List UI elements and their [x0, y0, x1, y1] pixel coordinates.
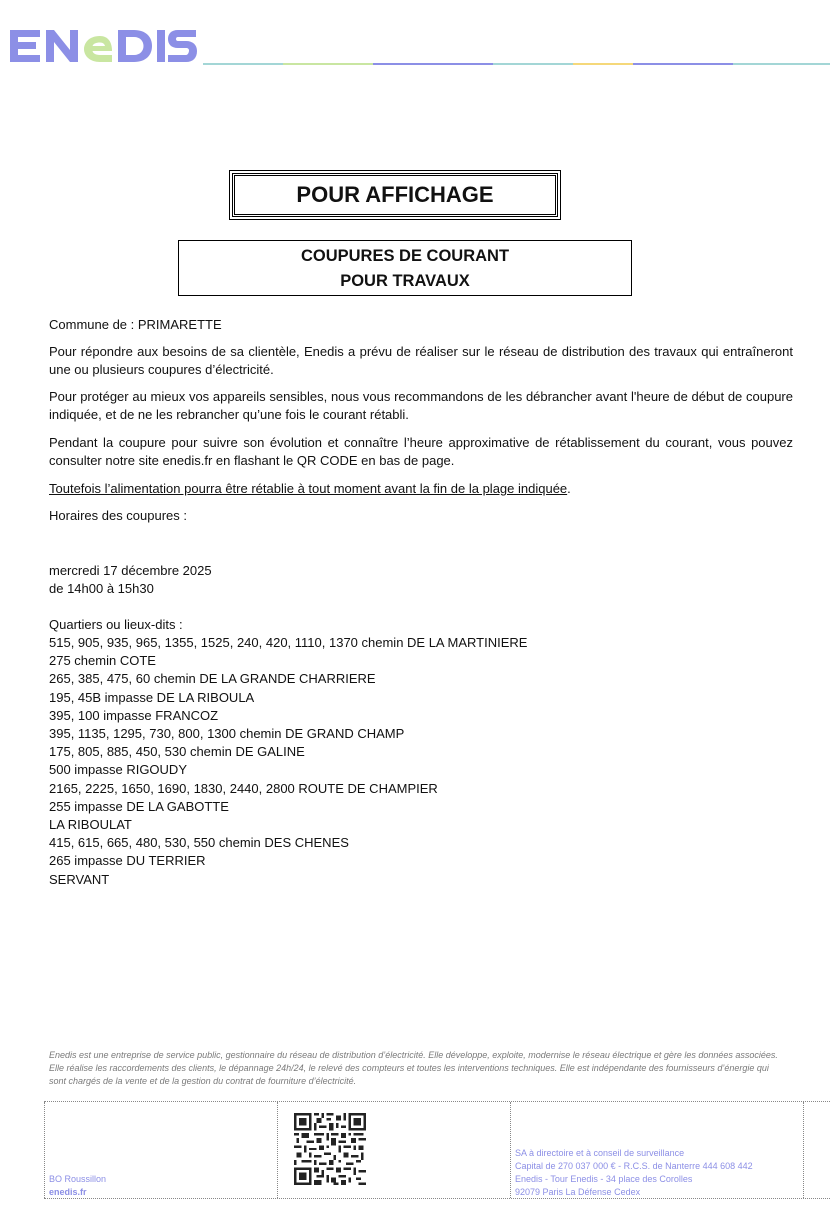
legal-line-1: SA à directoire et à conseil de surveillance — [515, 1148, 685, 1158]
notice-period: . — [567, 481, 571, 496]
location-item: 265 impasse DU TERRIER — [49, 853, 206, 869]
title-box — [232, 173, 558, 217]
subtitle-line-1: COUPURES DE COURANT — [300, 247, 510, 265]
horaires-label: Horaires des coupures : — [49, 508, 188, 523]
location-item: 500 impasse RIGOUDY — [49, 762, 187, 778]
underlined-notice: Toutefois l’alimentation pourra être rétablie à tout moment avant la fin de la plage indiquée — [49, 481, 568, 496]
paragraph-protection: Pour protéger au mieux vos appareils sensibles, nous vous recommandons de les débrancher avant l'heure de début de coupure indiquée, et de ne les rebrancher qu’une fois le courant rétabli. — [49, 389, 793, 422]
location-item: 275 chemin COTE — [49, 653, 156, 669]
legal-line-3: Enedis - Tour Enedis - 34 place des Corolles — [515, 1174, 693, 1184]
office-name: BO Roussillon — [49, 1174, 107, 1184]
location-item: 2165, 2225, 1650, 1690, 1830, 2440, 2800 ROUTE DE CHAMPIER — [49, 780, 438, 796]
title-text: POUR AFFICHAGE — [296, 182, 494, 207]
enedis-logo — [8, 24, 198, 68]
location-item: LA RIBOULAT — [49, 817, 132, 833]
paragraph-follow: Pendant la coupure pour suivre son évolution et connaître l’heure approximative de rétablissement du courant, vous pouvez consulter notre site enedis.fr en flashant le QR CODE en bas de page. — [49, 435, 793, 468]
legal-disclaimer: Enedis est une entreprise de service public, gestionnaire du réseau de distribution d’électricité. Elle développe, exploite, modernise le réseau électrique et gère les données associées. Elle réalise les raccordements des clients, le dépannage 24h/24, le relevé des compteurs et toutes les interventions techniques. Elle est indépendante des fournisseurs d’énergie qui sont chargés de la vente et de la gestion du contrat de fourniture d’électricité. — [49, 1050, 778, 1086]
location-item: 195, 45B impasse DE LA RIBOULA — [49, 689, 255, 705]
commune-line: Commune de : PRIMARETTE — [49, 317, 222, 332]
paragraph-intro: Pour répondre aux besoins de sa clientèle, Enedis a prévu de réaliser sur le réseau de distribution des travaux qui entraîneront une ou plusieurs coupures d’électricité. — [49, 344, 793, 377]
site-link[interactable]: enedis.fr — [49, 1187, 87, 1197]
location-item: 175, 805, 885, 450, 530 chemin DE GALINE — [49, 744, 305, 760]
location-item: 395, 1135, 1295, 730, 800, 1300 chemin DE GRAND CHAMP — [49, 726, 405, 742]
outage-time: de 14h00 à 15h30 — [49, 581, 154, 596]
header-decorative-line — [203, 62, 830, 67]
notice-line — [49, 480, 793, 498]
location-item: 265, 385, 475, 60 chemin DE LA GRANDE CHARRIERE — [49, 671, 376, 687]
location-item: SERVANT — [49, 871, 110, 887]
footer-legal — [515, 1147, 753, 1199]
quartiers-label: Quartiers ou lieux-dits : — [49, 617, 183, 632]
subtitle-box — [178, 240, 632, 296]
location-item: 515, 905, 935, 965, 1355, 1525, 240, 420, 1110, 1370 chemin DE LA MARTINIERE — [49, 635, 528, 650]
legal-line-2: Capital de 270 037 000 € - R.C.S. de Nanterre 444 608 442 — [515, 1161, 753, 1171]
qr-code-icon[interactable] — [294, 1113, 366, 1185]
location-item: 395, 100 impasse FRANCOZ — [49, 707, 219, 723]
location-item: 415, 615, 665, 480, 530, 550 chemin DES CHENES — [49, 835, 349, 851]
legal-line-4: 92079 Paris La Défense Cedex — [515, 1187, 641, 1197]
subtitle-line-2: POUR TRAVAUX — [340, 272, 470, 290]
footer-col-end — [803, 1102, 830, 1198]
location-item: 255 impasse DE LA GABOTTE — [49, 798, 229, 814]
locations-list — [49, 634, 527, 889]
outage-date: mercredi 17 décembre 2025 — [49, 563, 212, 578]
footer-office — [49, 1173, 106, 1199]
